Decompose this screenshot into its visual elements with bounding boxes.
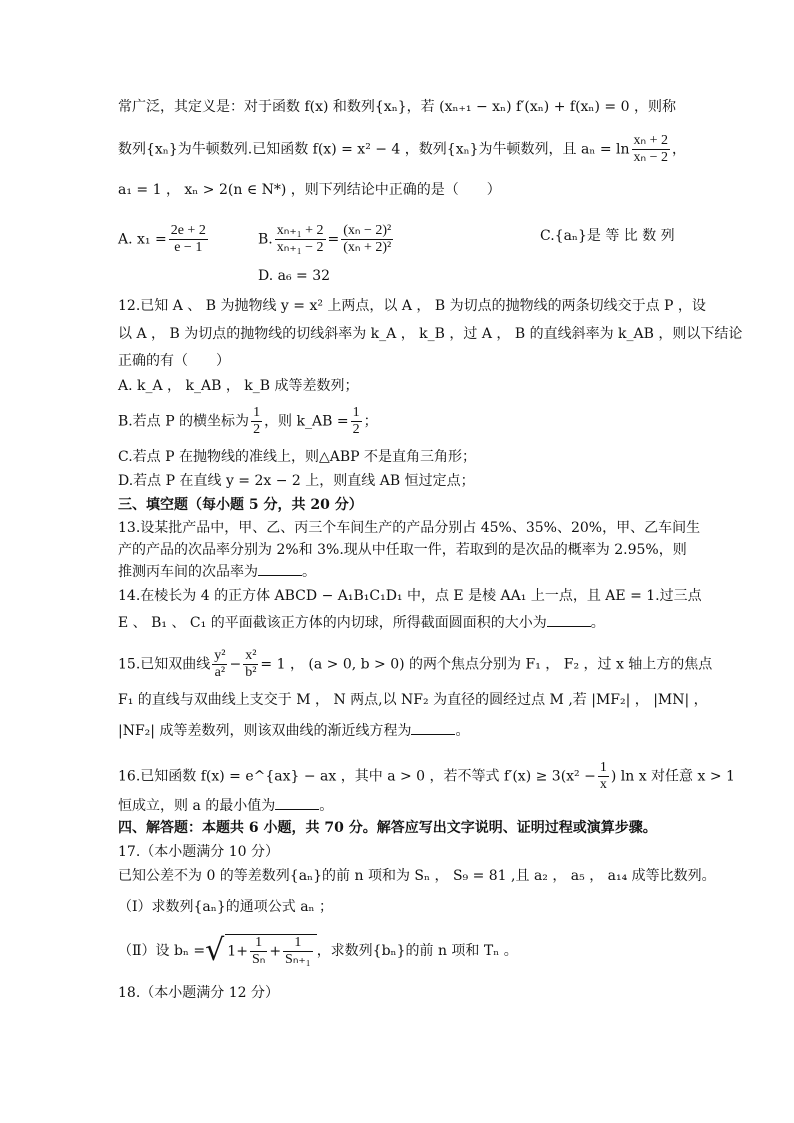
q11-line3: a₁ = 1 ， xₙ > 2(n ∈ N*) ，则下列结论中正确的是（ ） [118, 182, 501, 198]
q11-line1: 常广泛，其定义是：对于函数 f(x) 和数列{xₙ}，若 (xₙ₊₁ − xₙ) f′(xₙ) + f(xₙ) = 0 ，则称 [118, 99, 676, 115]
q12-option-a: A. k_A ， k_AB ， k_B 成等差数列； [118, 378, 359, 394]
q12-line2: 以 A ， B 为切点的抛物线的切线斜率为 k_A ， k_B ，过 A ， B 的直线斜率为 k_AB ，则以下结论 [118, 326, 743, 342]
q15-line2: F₁ 的直线与双曲线上支交于 M ， N 两点,以 NF₂ 为直径的圆经过点 M ,若 |MF₂| ， |MN| ， [118, 692, 708, 708]
section-fill-in-heading: 三、填空题（每小题 5 分，共 20 分） [118, 497, 363, 513]
q12-line3: 正确的有（ ） [118, 353, 230, 369]
q13-line2: 产的产品的次品率分别为 2%和 3%.现从中任取一件，若取到的是次品的概率为 2.95%，则 [118, 542, 687, 558]
answer-blank [411, 722, 455, 735]
q11-option-a: A. x₁ = $\frac{2e + 2}{e - 1}$ [118, 223, 206, 255]
q11-fraction: $\frac{\text{xₙ + 2}}{\text{xₙ − 2}}$ [633, 133, 669, 165]
q18-heading: 18.（本小题满分 12 分） [118, 985, 279, 1001]
q11-option-d: D. a₆ = 32 [258, 268, 331, 284]
q17-part1: （Ⅰ）求数列{aₙ}的通项公式 aₙ ； [118, 899, 334, 915]
q12-option-c: C.若点 P 在抛物线的准线上，则△ABP 不是直角三角形； [118, 449, 477, 465]
q12-line1: 12.已知 A 、 B 为抛物线 y = x² 上两点，以 A ， B 为切点的抛物线的两条切线交于点 P ，设 [118, 298, 706, 314]
q14-line1: 14.在棱长为 4 的正方体 ABCD − A₁B₁C₁D₁ 中，点 E 是棱 AA₁ 上一点，且 AE = 1.过三点 [118, 588, 702, 604]
q17-part2: （Ⅱ）设 bₙ =√ 1+ $\frac{1}{\text{Sₙ}}$ + $\frac{1}{\text{Sₙ₊₁}}$ ，求数列{bₙ}的前 n 项和 Tₙ 。 [118, 933, 518, 968]
answer-blank [258, 563, 302, 576]
q14-line2: E 、 B₁ 、 C₁ 的平面截该正方体的内切球，所得截面圆面积的大小为 。 [118, 615, 605, 631]
q11-option-b: B. $\frac{\text{xₙ₊₁ + 2}}{\text{xₙ₊₁ − 2}}$ = $\frac{\text{(xₙ − 2)²}}{\text{(xₙ + 2)²}}$ [258, 223, 392, 255]
q13-line1: 13.设某批产品中，甲、乙、丙三个车间生产的产品分别占 45%、35%、20%，甲、乙车间生 [118, 520, 701, 536]
q15-line1: 15.已知双曲线 $\frac{\text{y²}}{\text{a²}}$ − $\frac{\text{x²}}{\text{b²}}$ = 1 ， (a > 0, b > 0) 的两个焦点分别为 F₁ ， F₂ ，过 x 轴上方的焦点 [118, 648, 713, 680]
q12-option-b: B.若点 P 的横坐标为 $\frac{1}{2}$ ，则 k_AB = $\frac{1}{2}$ ； [118, 405, 378, 437]
q11-option-c: C.{aₙ}是 等 比 数 列 [540, 228, 675, 244]
q12-option-d: D.若点 P 在直线 y = 2x − 2 上，则直线 AB 恒过定点； [118, 473, 475, 489]
answer-blank [275, 797, 319, 810]
q13-line3: 推测丙车间的次品率为 。 [118, 564, 316, 580]
q16-line1: 16.已知函数 f(x) = e^{ax} − ax ，其中 a > 0 ，若不等式 f′(x) ≥ 3(x² − $\frac{1}{x}$ ) ln x 对任意 x > 1 [118, 760, 735, 792]
q11-line2: 数列{xₙ}为牛顿数列.已知函数 f(x) = x² − 4 ，数列{xₙ}为牛顿数列，且 aₙ = ln $\frac{\text{xₙ + 2}}{\text{xₙ − 2}}$ ， [118, 133, 687, 165]
q15-line3: |NF₂| 成等差数列，则该双曲线的渐近线方程为 。 [118, 723, 470, 739]
sqrt-sign: √ [205, 933, 225, 968]
q16-line2: 恒成立，则 a 的最小值为 。 [118, 798, 334, 814]
q17-line1: 已知公差不为 0 的等差数列{aₙ}的前 n 项和为 Sₙ ， S₉ = 81 ,且 a₂ ， a₅ ， a₁₄ 成等比数列。 [118, 868, 716, 884]
answer-blank [547, 614, 591, 627]
section-solution-heading: 四、解答题：本题共 6 小题，共 70 分。解答应写出文字说明、证明过程或演算步骤。 [118, 820, 657, 836]
q17-heading: 17.（本小题满分 10 分） [118, 844, 279, 860]
